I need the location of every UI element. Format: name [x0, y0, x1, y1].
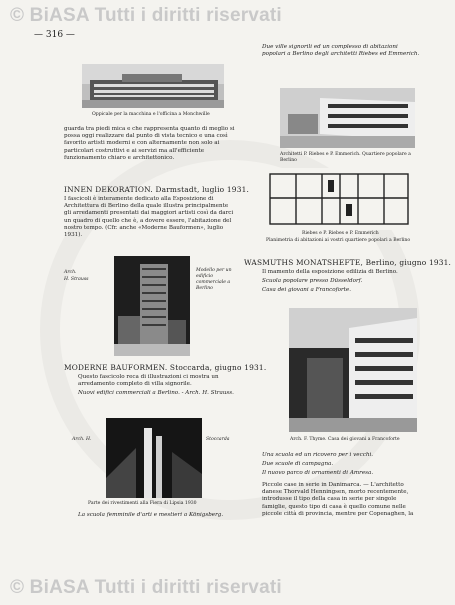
photo-fair [106, 418, 202, 498]
paragraph-col1-a: guarda tra piedi mica e che rappresenta quanto di meglio si possa oggi realizzare dal punto di vista tecnico e una così favorito artisti moderni e con alternamente non solo ai particolari costruttivi e ai servizi ma all'efficiente funzionamento chiaro e architettonico. [64, 126, 235, 161]
photo-housing [280, 88, 415, 148]
heading-wasmuths: WASMUTHS MONATSHEFTE, Berlino, giugno 1931. [244, 258, 452, 267]
watermark-bottom: © BiASA Tutti i diritti riservati [10, 577, 282, 598]
caption-stoccarda: Stoccarda [206, 437, 230, 442]
opening-caption: Due ville signorili ed un complesso di abitazioni popolari a Berlino degli architetti Riebes ed Emmerich. [262, 44, 420, 58]
photo-skyscraper [114, 256, 190, 356]
caption-skyscraper-model: Modello per un edificio commerciale a Berlino [196, 268, 232, 291]
caption-housing: Architetti P. Riebes e P. Emmerich. Quartiere popolare a Berlino [280, 152, 411, 163]
caption-arch: Arch. [64, 270, 77, 275]
caption-strauss: H. Strauss [64, 277, 89, 282]
caption-plan-top: Riebes e P. Riebes e P. Emmerich [302, 231, 379, 236]
paragraph-col2-g: Piccole case in serie in Danimarca. — L'architetto danese Thorvald Henningsen, morto recentemente, introdusse il tipo della casa in serie per singole famiglie, questo tipo di casa è quello comune nelle piccole città di provincia, mentre per Copenaghen, la [262, 482, 414, 517]
page-number: — 316 — [34, 30, 75, 40]
paragraph-col2-c: Casa dei giovani a Francoforte. [262, 287, 352, 293]
paragraph-col2-d: Una scuola ed un ricovero per i vecchi. [262, 452, 374, 458]
paragraph-col2-e: Due scuole di campagna. [262, 461, 334, 467]
paragraph-col1-e: La scuola femminile d'arti e mestieri a Königsberg. [78, 512, 224, 518]
photo-factory [82, 64, 224, 108]
caption-factory: Oppicale per la macchina e l'officina a Monchwille [92, 112, 210, 117]
caption-arch-h: Arch. H. [72, 437, 92, 442]
caption-plan-bottom: Planimetria di abitazioni ai vostri quartiere popolari a Berlino [266, 238, 411, 243]
photo-school [289, 308, 417, 432]
paragraph-col1-d: Nuovi edifici commerciali a Berlino. - Arch. H. Strauss. [78, 390, 234, 396]
heading-moderne-bauformen: MODERNE BAUFORMEN. Stoccarda, giugno 1931. [64, 363, 267, 372]
paragraph-col1-b: I fascicoli è interamente dedicato alla Esposizione di Architettura di Berlino della quale illustra principalmente gli arredamenti presentati dai maggiori artisti così da darci un quadro di quello che è, a dovere essere, l'abitazione del nostro tempo. (Cfr. anche «Moderne Bauformen», luglio 1931). [64, 196, 234, 239]
caption-fair: Parte dei rivestimenti alla Fiera di Lipsia 1930 [88, 501, 197, 506]
paragraph-col2-b: Scuola popolare presso Düsseldorf. [262, 278, 363, 284]
paragraph-col2-a: Il mamento della esposizione edilizia di Berlino. [262, 269, 398, 275]
paragraph-col1-c: Questo fascicolo reca di illustrazioni ci mostra un arredamento completo di villa signorile. [78, 374, 219, 388]
paragraph-col2-f: Il nuovo parco di ornamenti di Amresa. [262, 470, 374, 476]
watermark-top: © BiASA Tutti i diritti riservati [10, 5, 282, 26]
caption-school: Arch. F. Thyme. Casa dei giovani a Francoforte [290, 437, 400, 442]
heading-innen-dekoration: INNEN DEKORATION. Darmstadt, luglio 1931. [64, 185, 250, 194]
floor-plan [266, 168, 414, 230]
